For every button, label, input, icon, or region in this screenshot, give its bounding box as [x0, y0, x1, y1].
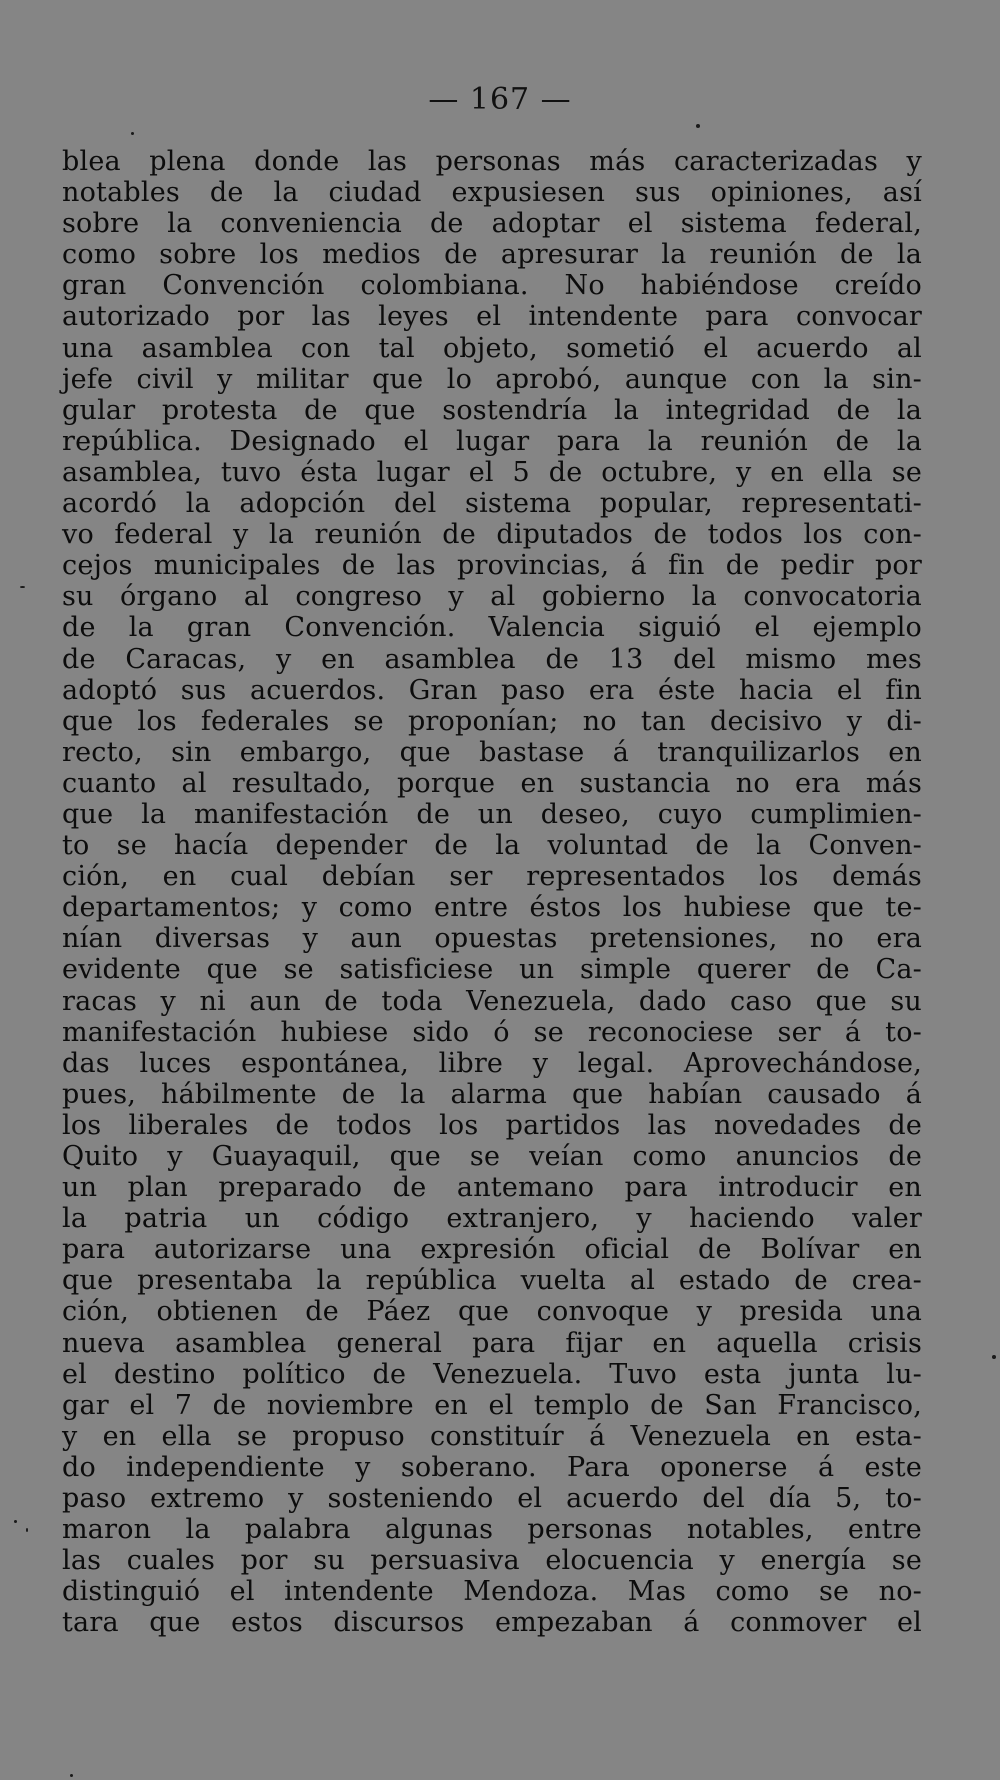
page-number: — 167 —: [428, 82, 572, 117]
text-line: cuanto al resultado, porque en sustancia no era más: [62, 767, 922, 799]
scan-speck: [696, 124, 700, 128]
text-line: ción, obtienen de Páez que convoque y presida una: [62, 1296, 922, 1328]
text-line: sobre la conveniencia de adoptar el sistema federal,: [62, 208, 922, 240]
text-line: autorizado por las leyes el intendente para convocar: [62, 301, 922, 333]
text-line: tara que estos discursos empezaban á conmover el: [62, 1607, 922, 1639]
text-line: racas y ni aun de toda Venezuela, dado caso que su: [62, 985, 922, 1017]
text-line: vo federal y la reunión de diputados de todos los con-: [62, 519, 922, 551]
text-line: de la gran Convención. Valencia siguió el ejemplo: [62, 612, 922, 644]
text-line: das luces espontánea, libre y legal. Aprovechándose,: [62, 1047, 922, 1079]
text-line: departamentos; y como entre éstos los hubiese que te-: [62, 892, 922, 924]
text-line: de Caracas, y en asamblea de 13 del mismo mes: [62, 643, 922, 675]
text-line: el destino político de Venezuela. Tuvo esta junta lu-: [62, 1358, 922, 1390]
text-line: distinguió el intendente Mendoza. Mas como se no-: [62, 1576, 922, 1608]
scan-speck: [26, 1528, 28, 1532]
scan-speck: [20, 586, 25, 588]
text-line: blea plena donde las personas más caracterizadas y: [62, 146, 922, 177]
text-line: acordó la adopción del sistema popular, representati-: [62, 488, 922, 520]
text-line: como sobre los medios de apresurar la reunión de la: [62, 239, 922, 271]
text-line: evidente que se satisficiese un simple querer de Ca-: [62, 954, 922, 986]
text-line: recto, sin embargo, que bastase á tranquilizarlos en: [62, 736, 922, 768]
text-line: Quito y Guayaquil, que se veían como anuncios de: [62, 1141, 922, 1172]
text-line: gar el 7 de noviembre en el templo de San Francisco,: [62, 1389, 922, 1421]
text-line: una asamblea con tal objeto, sometió el acuerdo al: [62, 332, 922, 364]
text-line: su órgano al congreso y al gobierno la convocatoria: [62, 581, 922, 613]
text-line: un plan preparado de antemano para introducir en: [62, 1172, 922, 1204]
text-line: que la manifestación de un deseo, cuyo cumplimien-: [62, 798, 922, 830]
text-line: nían diversas y aun opuestas pretensiones, no era: [62, 923, 922, 955]
text-line: paso extremo y sosteniendo el acuerdo del día 5, to-: [62, 1483, 922, 1515]
scan-speck: [992, 1355, 996, 1359]
text-line: jefe civil y militar que lo aprobó, aunque con la sin-: [62, 363, 922, 395]
text-line: nueva asamblea general para fijar en aquella crisis: [62, 1327, 922, 1359]
scan-speck: [14, 1520, 17, 1523]
text-line: ción, en cual debían ser representados los demás: [62, 861, 922, 893]
text-line: asamblea, tuvo ésta lugar el 5 de octubre, y en ella se: [62, 456, 922, 488]
text-line: que los federales se proponían; no tan decisivo y di-: [62, 705, 922, 737]
text-line: república. Designado el lugar para la reunión de la: [62, 425, 922, 457]
text-line: para autorizarse una expresión oficial de Bolívar en: [62, 1234, 922, 1266]
scan-speck: [131, 132, 134, 135]
text-line: to se hacía depender de la voluntad de la Conven-: [62, 830, 922, 862]
text-line: do independiente y soberano. Para oponerse á este: [62, 1451, 922, 1483]
text-line: maron la palabra algunas personas notables, entre: [62, 1514, 922, 1546]
scan-speck: [70, 1774, 73, 1777]
text-line: que presentaba la república vuelta al estado de crea-: [62, 1265, 922, 1297]
text-line: cejos municipales de las provincias, á fin de pedir por: [62, 550, 922, 582]
text-line: adoptó sus acuerdos. Gran paso era éste hacia el fin: [62, 674, 922, 706]
text-line: gular protesta de que sostendría la integridad de la: [62, 394, 922, 426]
text-line: pues, hábilmente de la alarma que habían causado á: [62, 1078, 922, 1110]
text-line: la patria un código extranjero, y haciendo valer: [62, 1203, 922, 1235]
text-line: gran Convención colombiana. No habiéndose creído: [62, 270, 922, 302]
text-line: notables de la ciudad expusiesen sus opiniones, así: [62, 177, 922, 209]
body-text: [62, 146, 922, 1639]
text-line: los liberales de todos los partidos las novedades de: [62, 1109, 922, 1141]
text-line: y en ella se propuso constituír á Venezuela en esta-: [62, 1420, 922, 1452]
text-line: las cuales por su persuasiva elocuencia y energía se: [62, 1545, 922, 1577]
text-line: manifestación hubiese sido ó se reconociese ser á to-: [62, 1016, 922, 1048]
